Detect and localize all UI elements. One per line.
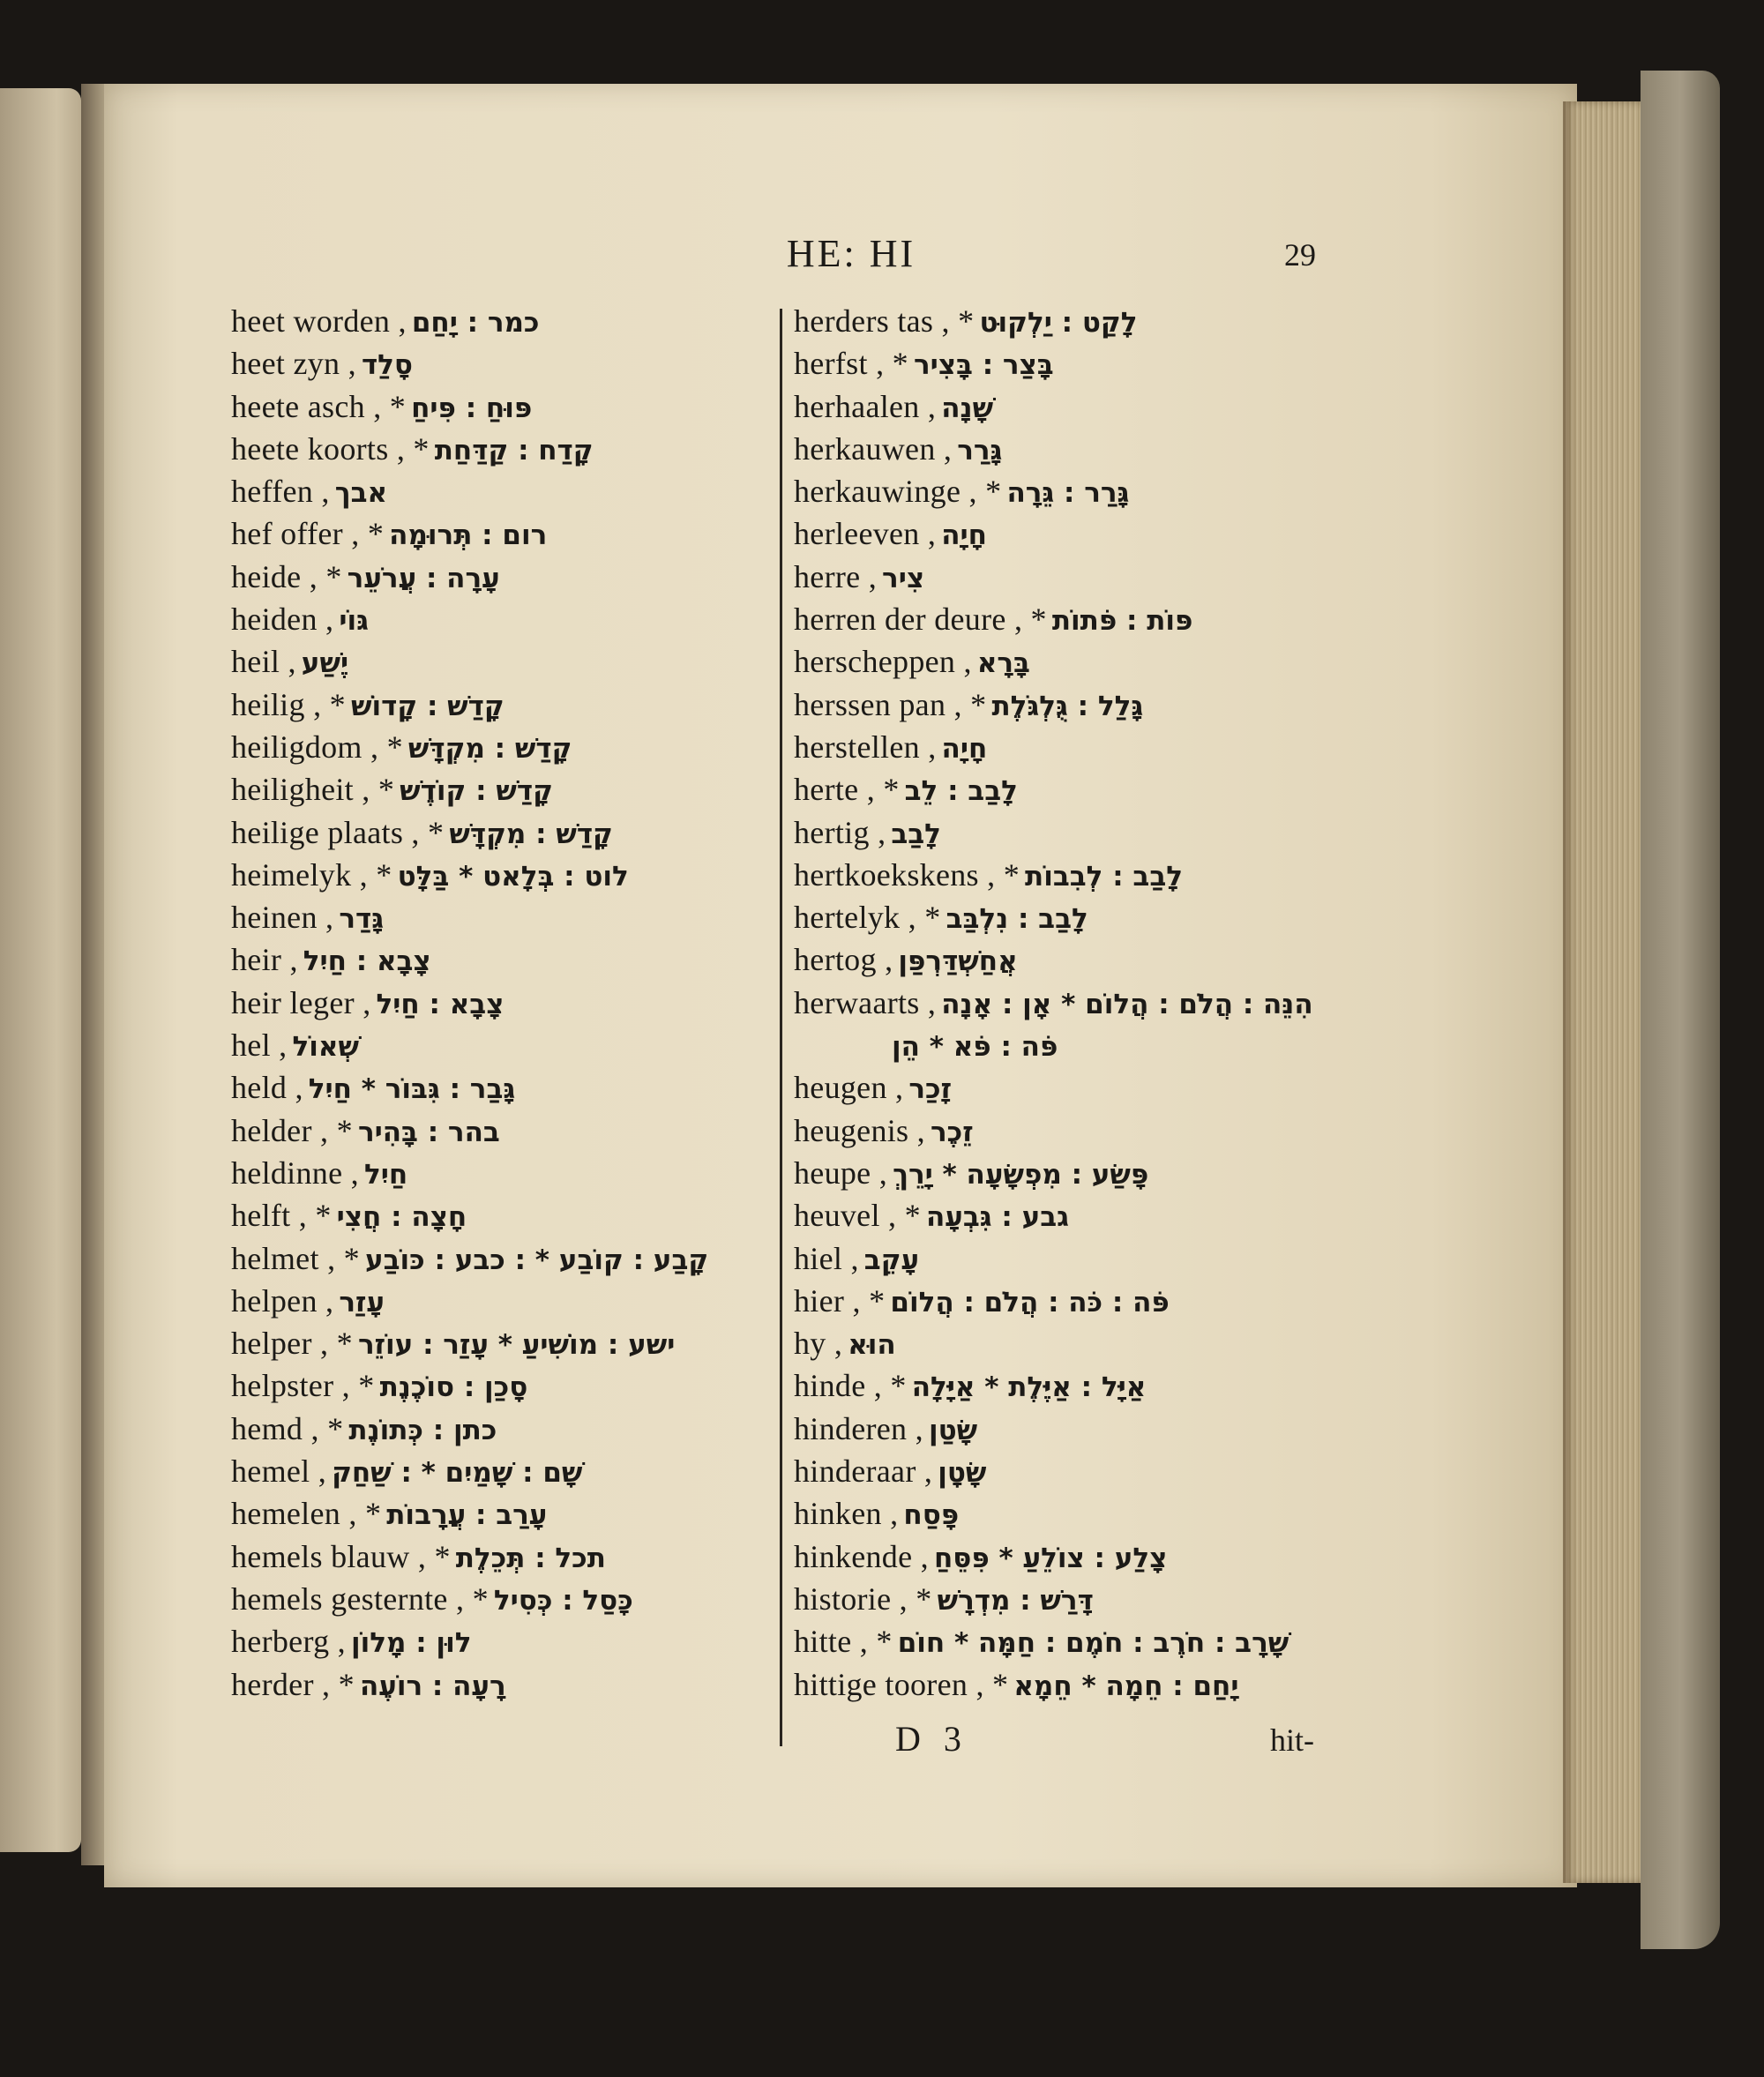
dictionary-entry [794,556,1341,598]
dictionary-entry [794,1620,1341,1662]
left-column [231,300,751,1706]
dictionary-entry [794,1408,1341,1450]
entry-hebrew: גָּלַל : גֻּלְגֹּלֶת [991,690,1144,722]
entry-hebrew: ישע : מוֹשִׁיעַ * עָזַר : עוֹזֵר [357,1329,676,1362]
entry-hebrew: קָדַשׁ : מִקְדָּשׁ [407,732,572,765]
entry-hebrew: הוּא [848,1329,896,1362]
dictionary-entry [794,811,1341,854]
entry-hebrew: דָּרַשׁ : מִדְרָשׁ [937,1584,1094,1617]
entry-word: heldinne , [231,1154,359,1191]
dictionary-entry [231,811,751,854]
entry-hebrew: רום : תְּרוּמָה [389,519,548,552]
entry-hebrew: שְׁאוֹל [292,1031,359,1064]
dictionary-entry [231,1322,751,1364]
entry-hebrew: קָדַשׁ : מִקְדָּשׁ [449,818,613,850]
entry-hebrew: קָדַשׁ : קוֹדֶשׁ [400,775,553,808]
entry-hebrew: גָּבַר : גִּבּוֹר * חַיִל [308,1073,516,1106]
dictionary-entry [231,1620,751,1662]
entry-hebrew: שָׂטָן [938,1457,987,1490]
entry-word: herhaalen , [794,388,937,424]
entry-hebrew: לָבַב : לֵב [904,775,1018,808]
dictionary-entry [231,470,751,512]
dictionary-entry [231,598,751,640]
entry-hebrew: קָדַשׁ : קָדוֹשׁ [350,690,505,722]
entry-hebrew: פֹּה : פֹּא * הֵן [892,1031,1058,1064]
dictionary-entry [794,1280,1341,1322]
entry-word: heugen , [794,1070,904,1106]
entry-word: hemels blauw , * [231,1538,451,1574]
entry-word: historie , * [794,1580,932,1617]
dictionary-entry [231,1450,751,1492]
entry-word: hy , [794,1326,843,1362]
entry-word: hinken , [794,1496,899,1532]
entry-hebrew: שָׁנָה [941,392,994,424]
entry-word: heilige plaats , * [231,814,445,850]
dictionary-entry [231,1578,751,1620]
entry-word: herder , * [231,1666,355,1702]
entry-hebrew: לָבַב : לְבִבוֹת [1025,860,1183,893]
dictionary-entry [231,726,751,768]
dictionary-entry [231,982,751,1024]
entry-word: herleeven , [794,516,937,552]
entry-hebrew: גָּרַר : גֵּרָה [1006,477,1130,510]
entry-word: herstellen , [794,728,937,765]
entry-word: hinderaar , [794,1453,933,1490]
entry-hebrew: לָבַב : נִלְבַּב [946,903,1088,936]
entry-hebrew: פֹּה : כֹּה : הֲלֹם : הֲלוֹם [890,1286,1170,1319]
dictionary-entry [794,1194,1341,1236]
entry-word: heide , * [231,558,342,594]
dictionary-entry [231,300,751,342]
entry-hebrew: עָרַב : עֲרָבוֹת [386,1499,548,1532]
dictionary-entry [794,896,1341,938]
entry-hebrew: צָבָא : חַיִל [303,945,431,978]
entry-word: helmet , * [231,1240,360,1276]
entry-word: helpster , * [231,1368,375,1404]
entry-word: heet zyn , [231,346,356,382]
entry-hebrew: תכל : תְּכֵלֶת [455,1542,606,1574]
entry-word: heffen , [231,474,330,510]
dictionary-entry [231,938,751,981]
entry-word: herscheppen , [794,644,972,680]
dictionary-entry [794,300,1341,342]
entry-hebrew: פּוּחַ : פִּיחַ [411,392,533,424]
entry-hebrew: צָלַע : צוֹלֵעַ * פִּסֵּחַ [933,1542,1168,1574]
dictionary-entry [231,1364,751,1407]
entry-hebrew: אבך [334,477,388,510]
entry-word: herte , * [794,772,900,808]
entry-hebrew: גבע : גִּבְעָה [925,1201,1070,1234]
page-number: 29 [1284,237,1316,273]
dictionary-entry [794,1535,1341,1578]
entry-word: hertig , [794,814,886,850]
entry-hebrew: גָּדַר [339,903,385,936]
dictionary-entry [794,512,1341,555]
entry-hebrew: עָרָה : עֲרֹעֵר [347,562,500,594]
column-rule [780,309,782,1746]
dictionary-entry [231,1492,751,1535]
book-cover [1641,71,1720,1949]
entry-word: herre , [794,558,878,594]
dictionary-entry [231,1408,751,1450]
page-block-edges [1563,101,1644,1883]
entry-hebrew: פָּשַׂע : מִפְשָׂעָה * יָרֵךְ [893,1158,1149,1191]
entry-word: herkauwinge , * [794,474,1002,510]
dictionary-entry [794,938,1341,981]
entry-hebrew: עָקֵב [863,1244,920,1276]
entry-word: helper , * [231,1326,353,1362]
entry-word: hef offer , * [231,516,385,552]
entry-hebrew: עָזַר [339,1286,385,1319]
dictionary-entry [794,1663,1341,1706]
dictionary-entry [794,598,1341,640]
entry-hebrew: זָכַר [908,1073,952,1106]
entry-hebrew: סָלַד [361,349,413,382]
entry-hebrew: אַיָּל : אַיֶּלֶת * אַיָּלָה [911,1371,1147,1404]
dictionary-entry [794,1450,1341,1492]
entry-word: herren der deure , * [794,601,1047,638]
dictionary-entry [231,896,751,938]
dictionary-entry [794,1109,1341,1152]
entry-hebrew: לָבַב [891,818,941,850]
entry-word: hinde , * [794,1368,907,1404]
entry-word: hitte , * [794,1624,893,1660]
entry-hebrew: בָּרָא [976,647,1030,680]
entry-hebrew: גָּרַר [957,434,1003,467]
left-page-edge [0,88,81,1852]
entry-word: heete koorts , * [231,430,430,467]
dictionary-entry [794,428,1341,470]
entry-hebrew: כמר : יָחַם [411,307,540,339]
entry-hebrew: צָבָא : חַיִל [376,988,505,1020]
entry-word: hel , [231,1027,288,1064]
entry-hebrew: צִיר [882,562,925,594]
dictionary-entry [794,470,1341,512]
entry-hebrew: זֵכֶר [930,1116,974,1148]
dictionary-entry [794,1066,1341,1109]
entry-word: heiligdom , * [231,728,403,765]
entry-word: hiel , [794,1240,859,1276]
dictionary-entry [794,1237,1341,1280]
dictionary-entry [231,385,751,428]
entry-word: heir , [231,942,298,978]
catchword: hit- [1270,1722,1314,1758]
running-head: HE: HI [786,232,916,275]
entry-word: heete asch , * [231,388,407,424]
entry-hebrew: סָכַן : סוֹכֶנֶת [379,1371,528,1404]
entry-word: hertog , [794,942,893,978]
dictionary-entry [794,726,1341,768]
entry-word: heilig , * [231,686,346,722]
signature-mark: D 3 [895,1719,968,1759]
dictionary-entry [794,1152,1341,1194]
dictionary-entry [794,342,1341,385]
dictionary-entry [794,1364,1341,1407]
entry-word: helder , * [231,1112,353,1148]
entry-hebrew: חָיָה [941,732,988,765]
dictionary-entry [794,1322,1341,1364]
dictionary-entry [231,1237,751,1280]
entry-hebrew: פָּסַח [903,1499,960,1532]
dictionary-entry [794,684,1341,726]
entry-hebrew: פּוֹת : פֹּתוֹת [1051,605,1193,638]
entry-word: herssen pan , * [794,686,987,722]
entry-word: hinkende , [794,1538,929,1574]
dictionary-entry [231,1066,751,1109]
entry-word: hemd , * [231,1410,344,1446]
dictionary-entry [794,768,1341,811]
entry-hebrew: לָקַט : יַלְקוּט [979,307,1138,339]
dictionary-entry [231,640,751,683]
dictionary-entry [794,854,1341,896]
entry-word: hier , * [794,1282,886,1319]
entry-word: herberg , [231,1624,346,1660]
entry-word: herders tas , * [794,303,975,339]
dictionary-entry [794,982,1341,1024]
dictionary-entry [231,1024,751,1066]
entry-word: hinderen , [794,1410,923,1446]
entry-word: hertkoekskens , * [794,856,1020,893]
entry-word: herwaarts , [794,984,937,1020]
entry-word: heiligheit , * [231,772,395,808]
dictionary-entry [231,1109,751,1152]
dictionary-entry [231,684,751,726]
entry-hebrew: אֲחַשְׁדַּרְפַּן [898,945,1018,978]
dictionary-entry [231,1535,751,1578]
entry-word: heimelyk , * [231,856,392,893]
dictionary-entry [231,1194,751,1236]
entry-hebrew: הִנֵּה : הֲלֹם : הֲלוֹם * אָן : אָנָה [941,988,1313,1020]
dictionary-entry [794,640,1341,683]
entry-word: herfst , * [794,346,908,382]
entry-hebrew: גּוֹי [339,605,369,638]
entry-word: heiden , [231,601,334,638]
entry-word: heupe , [794,1154,888,1191]
dictionary-entry [231,1663,751,1706]
entry-word: heinen , [231,900,334,936]
entry-hebrew: חָצָה : חֲצִי [336,1201,467,1234]
entry-hebrew: כתן : כְּתוֹנֶת [348,1414,497,1446]
entry-word: hemels gesternte , * [231,1580,489,1617]
entry-hebrew: שָׂטַן [928,1414,978,1446]
entry-hebrew: בהר : בָּהִיר [357,1116,500,1148]
entry-word: herkauwen , [794,430,953,467]
entry-hebrew: לוט : בְּלָאט * בַּלָּט [397,860,629,893]
entry-word: helft , * [231,1198,332,1234]
dictionary-entry [794,1024,1341,1066]
dictionary-entry [794,385,1341,428]
entry-hebrew: קָדַח : קַדַּחַת [434,434,594,467]
entry-hebrew: רָעָה : רוֹעֶה [359,1670,506,1702]
entry-word: held , [231,1070,303,1106]
entry-word: hertelyk , * [794,900,941,936]
entry-word: hittige tooren , * [794,1666,1009,1702]
dictionary-entry [794,1492,1341,1535]
entry-hebrew: כָּסַל : כְּסִיל [493,1584,633,1617]
dictionary-entry [231,854,751,896]
entry-hebrew: חַיִל [363,1158,408,1191]
entry-word: heuvel , * [794,1198,921,1234]
entry-hebrew: בָּצַר : בָּצִיר [913,349,1054,382]
entry-word: heil , [231,644,296,680]
right-column [794,300,1341,1706]
entry-hebrew: יָחַם : חֵמָה * חֵמָא [1013,1670,1239,1702]
entry-hebrew: חָיָה [941,519,987,552]
entry-hebrew: קָבַע : קוֹבַע * : כבע : כּוֹבַע [364,1244,709,1276]
entry-hebrew: יֶשַׁע [301,647,349,680]
entry-hebrew: לוּן : מָלוֹן [350,1627,472,1660]
entry-word: heugenis , [794,1112,925,1148]
dictionary-entry [794,1578,1341,1620]
entry-word: hemel , [231,1453,327,1490]
dictionary-entry [231,768,751,811]
entry-hebrew: שָׁרָב : חֹרֶב : חֹמֶם : חַמָּה * חוֹם [897,1627,1289,1660]
entry-word: heet worden , [231,303,407,339]
entry-word: heir leger , [231,984,371,1020]
dictionary-entry [231,1152,751,1194]
dictionary-entry [231,1280,751,1322]
entry-word: helpen , [231,1282,334,1319]
dictionary-entry [231,428,751,470]
dictionary-entry [231,512,751,555]
entry-hebrew: שָׁם : שָׁמַיִם * : שַׁחַק [332,1457,583,1490]
entry-word: hemelen , * [231,1496,382,1532]
dictionary-entry [231,342,751,385]
dictionary-entry [231,556,751,598]
